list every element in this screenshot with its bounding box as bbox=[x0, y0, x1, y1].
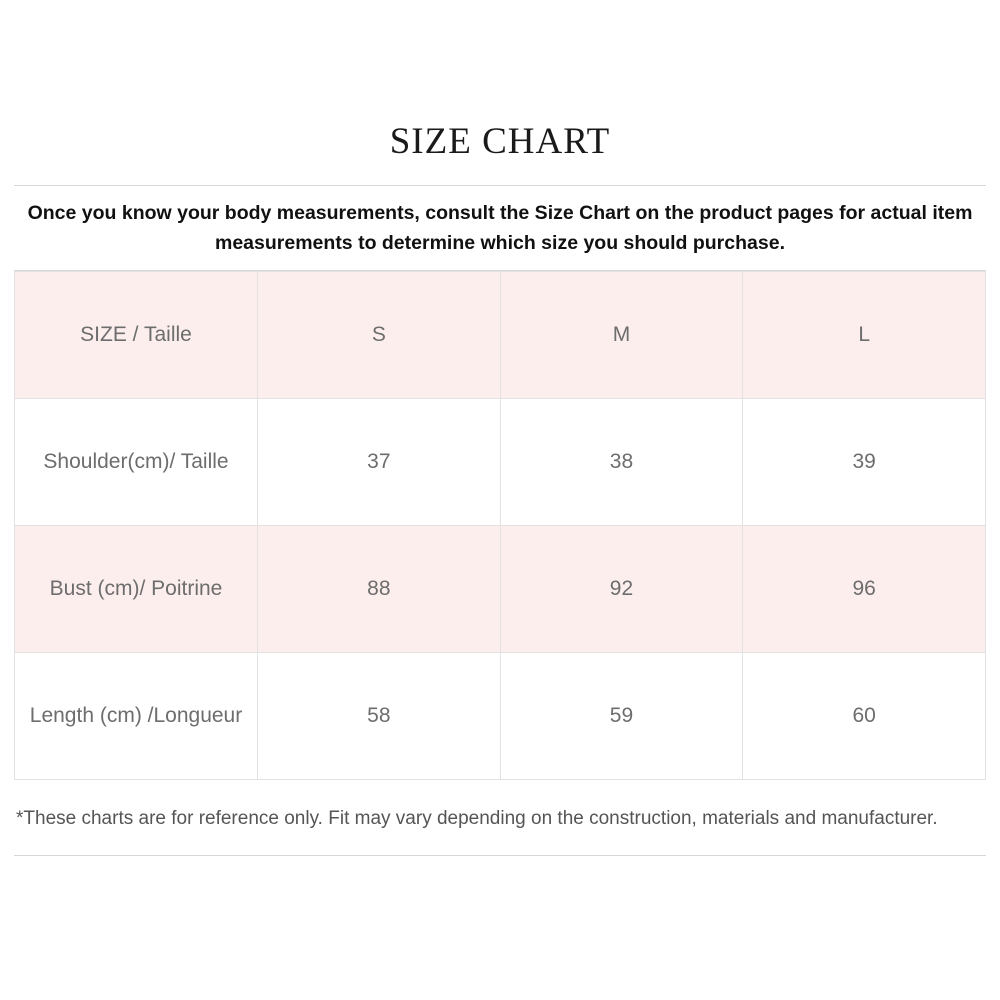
length-m-value: 59 bbox=[500, 653, 743, 780]
length-s-value: 58 bbox=[258, 653, 501, 780]
header-size-s: S bbox=[258, 272, 501, 399]
table-header-row bbox=[15, 272, 986, 399]
bust-s-value: 88 bbox=[258, 526, 501, 653]
header-size-label: SIZE / Taille bbox=[15, 272, 258, 399]
bust-l-value: 96 bbox=[743, 526, 986, 653]
page-title: SIZE CHART bbox=[389, 121, 611, 162]
intro-text: Once you know your body measurements, consult the Size Chart on the product pages for actual item measurements to determine which size you should purchase. bbox=[14, 185, 986, 271]
length-l-value: 60 bbox=[743, 653, 986, 780]
shoulder-s-value: 37 bbox=[258, 399, 501, 526]
size-chart-table bbox=[14, 271, 986, 780]
row-label-length: Length (cm) /Longueur bbox=[15, 653, 258, 780]
header-size-l: L bbox=[743, 272, 986, 399]
footnote-text: *These charts are for reference only. Fit may vary depending on the construction, materials and manufacturer. bbox=[14, 780, 986, 856]
bust-m-value: 92 bbox=[500, 526, 743, 653]
table-row bbox=[15, 399, 986, 526]
shoulder-m-value: 38 bbox=[500, 399, 743, 526]
table-row bbox=[15, 653, 986, 780]
row-label-shoulder: Shoulder(cm)/ Taille bbox=[15, 399, 258, 526]
size-chart-content bbox=[14, 120, 986, 856]
row-label-bust: Bust (cm)/ Poitrine bbox=[15, 526, 258, 653]
table-row bbox=[15, 526, 986, 653]
header-size-m: M bbox=[500, 272, 743, 399]
shoulder-l-value: 39 bbox=[743, 399, 986, 526]
